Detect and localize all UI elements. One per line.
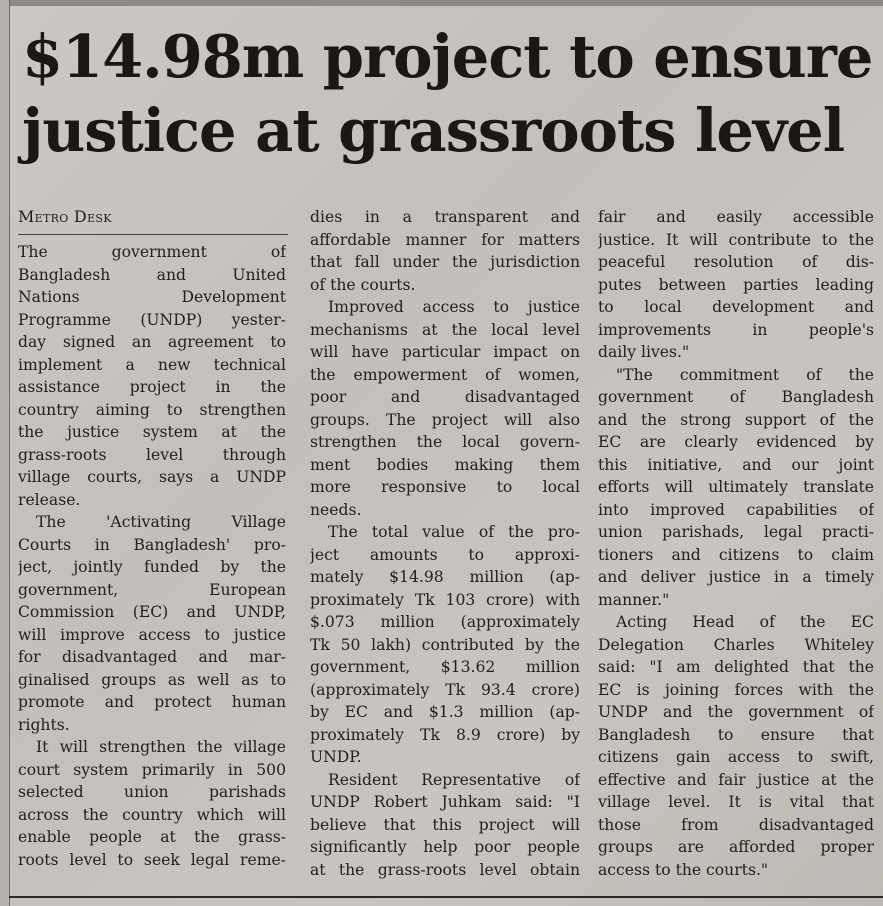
col1-line: promote and protect human (18, 693, 286, 711)
col1-line: implement a new technical (18, 355, 286, 374)
col3-line: government of Bangladesh (598, 388, 874, 406)
col3-line: justice. It will contribute to the (598, 230, 874, 249)
col3-line: Bangladesh to ensure that (598, 725, 874, 744)
column-2-lines (310, 206, 580, 881)
col3-line: UNDP and the government of (598, 703, 874, 721)
col1-line: ject, jointly funded by the (18, 558, 286, 576)
col1-line: The 'Activating Village (36, 513, 286, 531)
col2-line: UNDP Robert Juhkam said: "I (310, 793, 580, 811)
col2-line: Resident Representative of (328, 770, 580, 789)
column-1-lines (18, 241, 286, 871)
col3-line: those from disadvantaged (598, 815, 874, 834)
col2-line: government, $13.62 million (310, 658, 580, 676)
col2-line: ject amounts to approxi- (310, 545, 580, 564)
article-column-3 (598, 206, 874, 881)
col3-line: improvements in people's (598, 320, 874, 339)
col1-line: rights. (18, 715, 70, 734)
col1-line: Bangladesh and United (18, 265, 286, 284)
col2-line: groups. The project will also (310, 410, 580, 429)
col2-line: ment bodies making them (310, 455, 580, 474)
col3-line: union parishads, legal practi- (598, 523, 874, 541)
col3-line: "The commitment of the (616, 365, 874, 384)
col3-line: Acting Head of the EC (616, 613, 874, 631)
column-3-lines (598, 206, 874, 881)
col1-line: court system primarily in 500 (18, 760, 286, 779)
col2-line: The total value of the pro- (328, 523, 580, 541)
col2-line: dies in a transparent and (310, 208, 580, 226)
col3-line: this initiative, and our joint (598, 455, 874, 474)
col2-line: (approximately Tk 93.4 crore) (310, 680, 580, 699)
col2-line: of the courts. (310, 275, 416, 294)
col2-line: Tk 50 lakh) contributed by the (310, 635, 580, 654)
col2-line: believe that this project will (310, 815, 580, 834)
col2-line: mately $14.98 million (ap- (310, 568, 580, 586)
col3-line: village level. It is vital that (598, 793, 874, 811)
col2-line: more responsive to local (310, 478, 580, 496)
col1-line: day signed an agreement to (18, 333, 286, 351)
col3-line: and the strong support of the (598, 410, 874, 429)
col2-line: Improved access to justice (328, 298, 580, 316)
col2-line: UNDP. (310, 748, 362, 766)
col2-line: that fall under the jurisdiction (310, 253, 580, 271)
col1-line: for disadvantaged and mar- (18, 648, 286, 666)
col1-line: village courts, says a UNDP (18, 468, 286, 486)
col1-line: will improve access to justice (18, 625, 286, 644)
bottom-rule (9, 896, 883, 898)
col2-line: needs. (310, 500, 362, 519)
col3-line: fair and easily accessible (598, 208, 874, 226)
col3-line: to local development and (598, 298, 874, 316)
col2-line: poor and disadvantaged (310, 388, 580, 406)
col1-line: country aiming to strengthen (18, 400, 286, 419)
col2-line: the empowerment of women, (310, 365, 580, 384)
col3-line: putes between parties leading (598, 275, 874, 294)
col3-line: peaceful resolution of dis- (598, 253, 874, 271)
col1-line: enable people at the grass- (18, 828, 286, 846)
col1-line: release. (18, 490, 81, 509)
col1-line: The government of (18, 243, 286, 261)
col2-line: affordable manner for matters (310, 230, 580, 249)
col2-line: significantly help poor people (310, 838, 580, 856)
col1-line: Courts in Bangladesh' pro- (18, 535, 286, 554)
left-margin-rule (0, 0, 10, 906)
col1-line: grass-roots level through (18, 445, 286, 464)
byline: Metro Desk (18, 207, 112, 226)
col2-line: proximately Tk 8.9 crore) by (310, 725, 580, 744)
col3-line: and deliver justice in a timely (598, 568, 874, 586)
col1-line: Programme (UNDP) yester- (18, 310, 286, 329)
col2-line: strengthen the local govern- (310, 433, 580, 451)
col3-line: EC are clearly evidenced by (598, 433, 874, 451)
col1-line: across the country which will (18, 805, 286, 824)
col3-line: effective and fair justice at the (598, 770, 874, 789)
headline-line-2: justice at grassroots level (22, 96, 845, 165)
col1-line: Nations Development (18, 288, 286, 306)
col2-line: $.073 million (approximately (310, 613, 580, 631)
col1-line: government, European (18, 580, 286, 599)
col3-line: access to the courts." (598, 860, 769, 879)
headline-line-1: $14.98m project to ensure (22, 22, 873, 91)
col3-line: citizens gain access to swift, (598, 748, 874, 766)
col3-line: EC is joining forces with the (598, 680, 874, 699)
col1-line: It will strengthen the village (36, 738, 286, 756)
col3-line: Delegation Charles Whiteley (598, 635, 874, 654)
col1-line: assistance project in the (18, 378, 286, 396)
col2-line: will have particular impact on (310, 343, 580, 361)
col2-line: by EC and $1.3 million (ap- (310, 703, 580, 721)
col1-line: roots level to seek legal reme- (18, 850, 286, 869)
article-column-2 (310, 206, 580, 881)
col3-line: into improved capabilities of (598, 500, 874, 519)
col2-line: proximately Tk 103 crore) with (310, 590, 580, 609)
byline-rule (18, 234, 288, 235)
col1-line: the justice system at the (18, 423, 286, 441)
col3-line: said: "I am delighted that the (598, 658, 874, 676)
col1-line: Commission (EC) and UNDP, (18, 603, 286, 621)
col3-line: groups are afforded proper (598, 838, 874, 856)
article-column-1 (18, 206, 286, 871)
col3-line: tioners and citizens to claim (598, 545, 874, 564)
col2-line: mechanisms at the local level (310, 320, 580, 339)
col3-line: efforts will ultimately translate (598, 478, 874, 496)
col1-line: ginalised groups as well as to (18, 670, 286, 689)
col3-line: manner." (598, 590, 670, 609)
headline (22, 20, 882, 168)
col2-line: at the grass-roots level obtain (310, 860, 580, 879)
col3-line: daily lives." (598, 343, 690, 361)
top-rule (0, 0, 883, 6)
col1-line: selected union parishads (18, 783, 286, 801)
